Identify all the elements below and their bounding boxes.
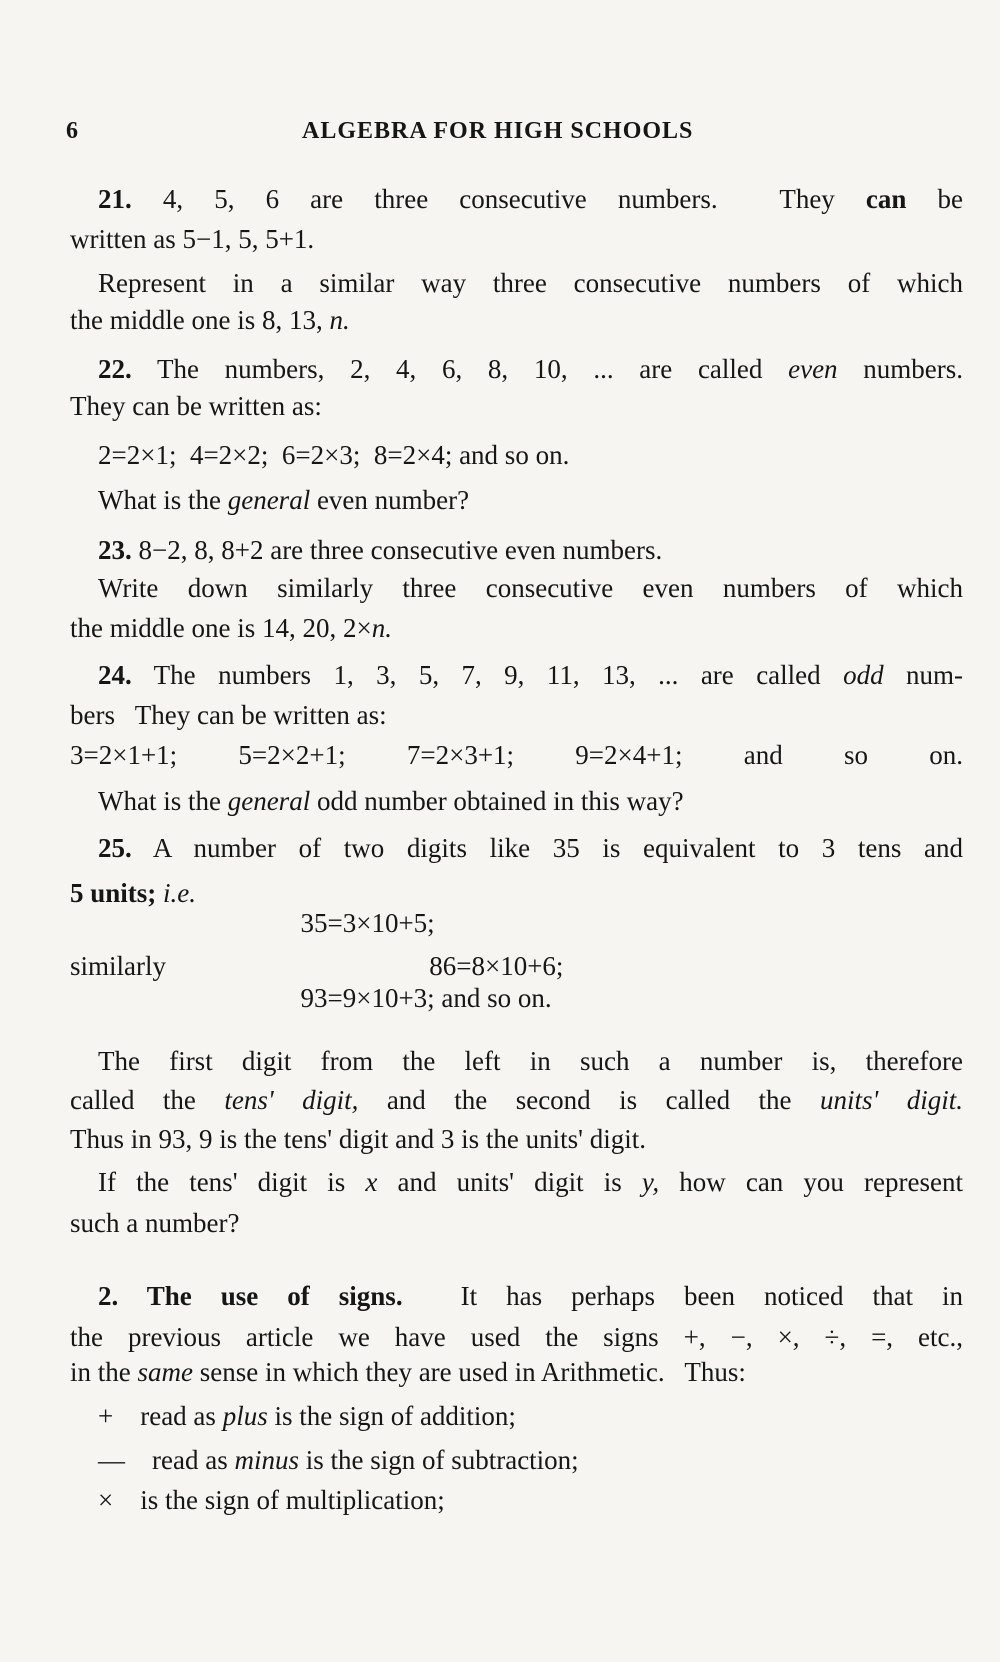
text-line <box>98 182 963 216</box>
text-line <box>98 1483 963 1517</box>
text-line <box>70 738 963 772</box>
text-line <box>98 906 963 940</box>
text-segment: 3=2×1+1; 5=2×2+1; 7=2×3+1; 9=2×4+1; and so on. <box>70 740 963 770</box>
text-line <box>98 1044 963 1078</box>
page-number: 6 <box>66 118 79 144</box>
text-segment: × is the sign of multiplication; <box>98 1485 445 1515</box>
text-segment: how can you represent <box>659 1167 963 1197</box>
text-segment: 2=2×1; 4=2×2; 6=2×3; 8=2×4; and so on. <box>98 440 570 470</box>
text-segment: What is the <box>98 485 228 515</box>
text-line <box>70 1206 963 1240</box>
italic-text: odd <box>843 660 884 690</box>
text-segment: the middle one is 14, 20, 2× <box>70 613 372 643</box>
text-segment: 35=3×10+5; <box>98 908 435 938</box>
text-segment: the middle one is 8, 13, <box>70 305 330 335</box>
text-line <box>98 533 963 567</box>
text-line <box>98 352 963 386</box>
text-segment: It has perhaps been noticed that in <box>402 1281 963 1311</box>
text-line <box>98 1443 963 1477</box>
text-line <box>98 784 963 818</box>
running-title: ALGEBRA FOR HIGH SCHOOLS <box>302 118 694 144</box>
text-segment: 93=9×10+3; and so on. <box>98 983 552 1013</box>
text-line <box>98 1399 963 1433</box>
bold-text: 22. <box>98 354 132 384</box>
text-segment: similarly 86=8×10+6; <box>70 951 564 981</box>
text-line <box>98 483 963 517</box>
italic-text: units' digit. <box>819 1085 963 1115</box>
text-segment: The numbers, 2, 4, 6, 8, 10, ... are called <box>131 354 789 384</box>
italic-text: same <box>137 1357 193 1387</box>
text-segment: bers They can be written as: <box>70 700 387 730</box>
bold-text: 25. <box>98 833 132 863</box>
text-line <box>70 698 963 732</box>
text-segment: called the <box>70 1085 225 1115</box>
italic-text: plus <box>222 1401 268 1431</box>
text-segment: and the second is called the <box>358 1085 820 1115</box>
text-segment: written as 5−1, 5, 5+1. <box>70 224 315 254</box>
text-line <box>70 1355 963 1389</box>
bold-text: 21. <box>98 184 132 214</box>
text-segment: num- <box>883 660 963 690</box>
italic-text: even <box>788 354 838 384</box>
text-segment: What is the <box>98 786 228 816</box>
text-segment: Represent in a similar way three consecutive numbers of which <box>98 268 963 298</box>
text-line <box>98 438 963 472</box>
text-segment: sense in which they are used in Arithmetic. Thus: <box>193 1357 746 1387</box>
text-line <box>98 981 963 1015</box>
bold-text: 24. <box>98 660 132 690</box>
text-line <box>98 831 963 865</box>
text-segment: Write down similarly three consecutive even numbers of which <box>98 573 963 603</box>
text-segment: numbers. <box>837 354 963 384</box>
text-segment: The first digit from the left in such a number is, therefore <box>98 1046 963 1076</box>
bold-text: can <box>865 184 907 214</box>
text-line <box>70 1083 963 1117</box>
text-segment: 4, 5, 6 are three consecutive numbers. They <box>131 184 866 214</box>
bold-text: 5 units; <box>70 878 164 908</box>
text-line <box>70 1320 963 1354</box>
text-segment: + read as <box>98 1401 223 1431</box>
italic-text: i.e. <box>163 878 197 908</box>
text-segment: in the <box>70 1357 138 1387</box>
text-line <box>70 303 963 337</box>
text-line <box>98 266 963 300</box>
text-line <box>98 658 963 692</box>
text-segment: Thus in 93, 9 is the tens' digit and 3 is the units' digit. <box>70 1124 646 1154</box>
italic-text: minus <box>234 1445 299 1475</box>
italic-text: n. <box>371 613 392 643</box>
text-segment: The numbers 1, 3, 5, 7, 9, 11, 13, ... are called <box>131 660 844 690</box>
text-line <box>98 571 963 605</box>
text-line <box>70 389 963 423</box>
italic-text: tens' digit, <box>224 1085 359 1115</box>
text-segment: such a number? <box>70 1208 240 1238</box>
text-segment: be <box>906 184 963 214</box>
text-segment: is the sign of addition; <box>267 1401 516 1431</box>
bold-text: 2. The use of signs. <box>98 1281 403 1311</box>
text-segment: A number of two digits like 35 is equivalent to 3 tens and <box>131 833 963 863</box>
text-segment: — read as <box>98 1445 235 1475</box>
text-line <box>70 222 963 256</box>
text-line <box>70 949 963 983</box>
text-segment: If the tens' digit is <box>98 1167 366 1197</box>
italic-text: y, <box>641 1167 660 1197</box>
text-line <box>98 1165 963 1199</box>
italic-text: general <box>227 786 311 816</box>
text-line <box>70 611 963 645</box>
text-segment: odd number obtained in this way? <box>310 786 684 816</box>
bold-text: 23. <box>98 535 132 565</box>
italic-text: general <box>227 485 311 515</box>
text-segment: the previous article we have used the signs +, −, ×, ÷, =, etc., <box>70 1322 963 1352</box>
italic-text: x <box>365 1167 378 1197</box>
text-segment: 8−2, 8, 8+2 are three consecutive even numbers. <box>131 535 663 565</box>
text-segment: They can be written as: <box>70 391 322 421</box>
italic-text: n. <box>329 305 350 335</box>
text-segment: is the sign of subtraction; <box>298 1445 579 1475</box>
text-line <box>98 1279 963 1313</box>
text-line <box>70 876 963 910</box>
text-segment: and units' digit is <box>377 1167 642 1197</box>
text-segment: even number? <box>310 485 470 515</box>
text-line <box>70 1122 963 1156</box>
